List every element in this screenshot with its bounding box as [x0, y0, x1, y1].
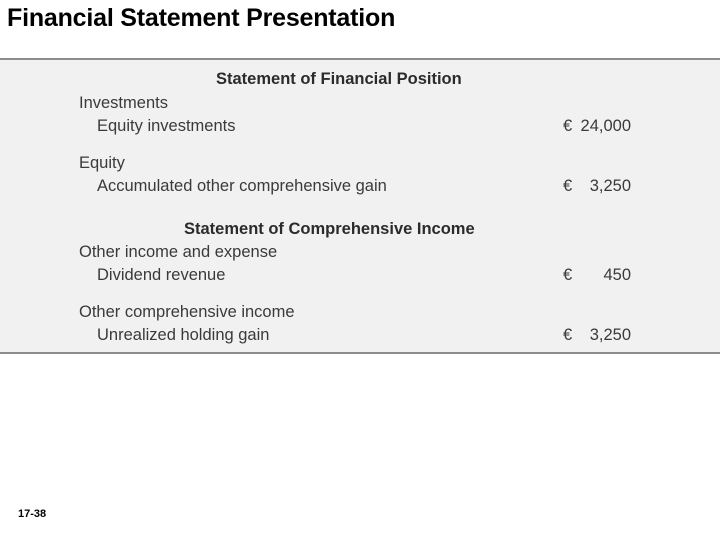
- unrealized-gain-label: Unrealized holding gain: [97, 326, 270, 344]
- investments-label: Investments: [79, 94, 168, 112]
- aoci-label: Accumulated other comprehensive gain: [97, 177, 387, 195]
- currency-symbol: €: [563, 117, 573, 135]
- equity-label: Equity: [79, 154, 125, 172]
- oci-label: Other comprehensive income: [79, 303, 295, 321]
- amount-value: 3,250: [589, 326, 631, 344]
- financial-statement-panel: [0, 58, 720, 354]
- currency-symbol: €: [563, 266, 573, 284]
- amount-value: 3,250: [589, 177, 631, 195]
- currency-symbol: €: [563, 177, 573, 195]
- slide-title: Financial Statement Presentation: [7, 4, 396, 32]
- page-number: 17-38: [18, 508, 47, 520]
- comprehensive-income-heading: Statement of Comprehensive Income: [184, 220, 475, 238]
- financial-position-heading: Statement of Financial Position: [216, 70, 462, 88]
- dividend-revenue-label: Dividend revenue: [97, 266, 226, 284]
- equity-investments-label: Equity investments: [97, 117, 236, 135]
- amount-value: 450: [603, 266, 631, 284]
- currency-symbol: €: [563, 326, 573, 344]
- amount-value: 24,000: [580, 117, 631, 135]
- other-income-label: Other income and expense: [79, 243, 278, 261]
